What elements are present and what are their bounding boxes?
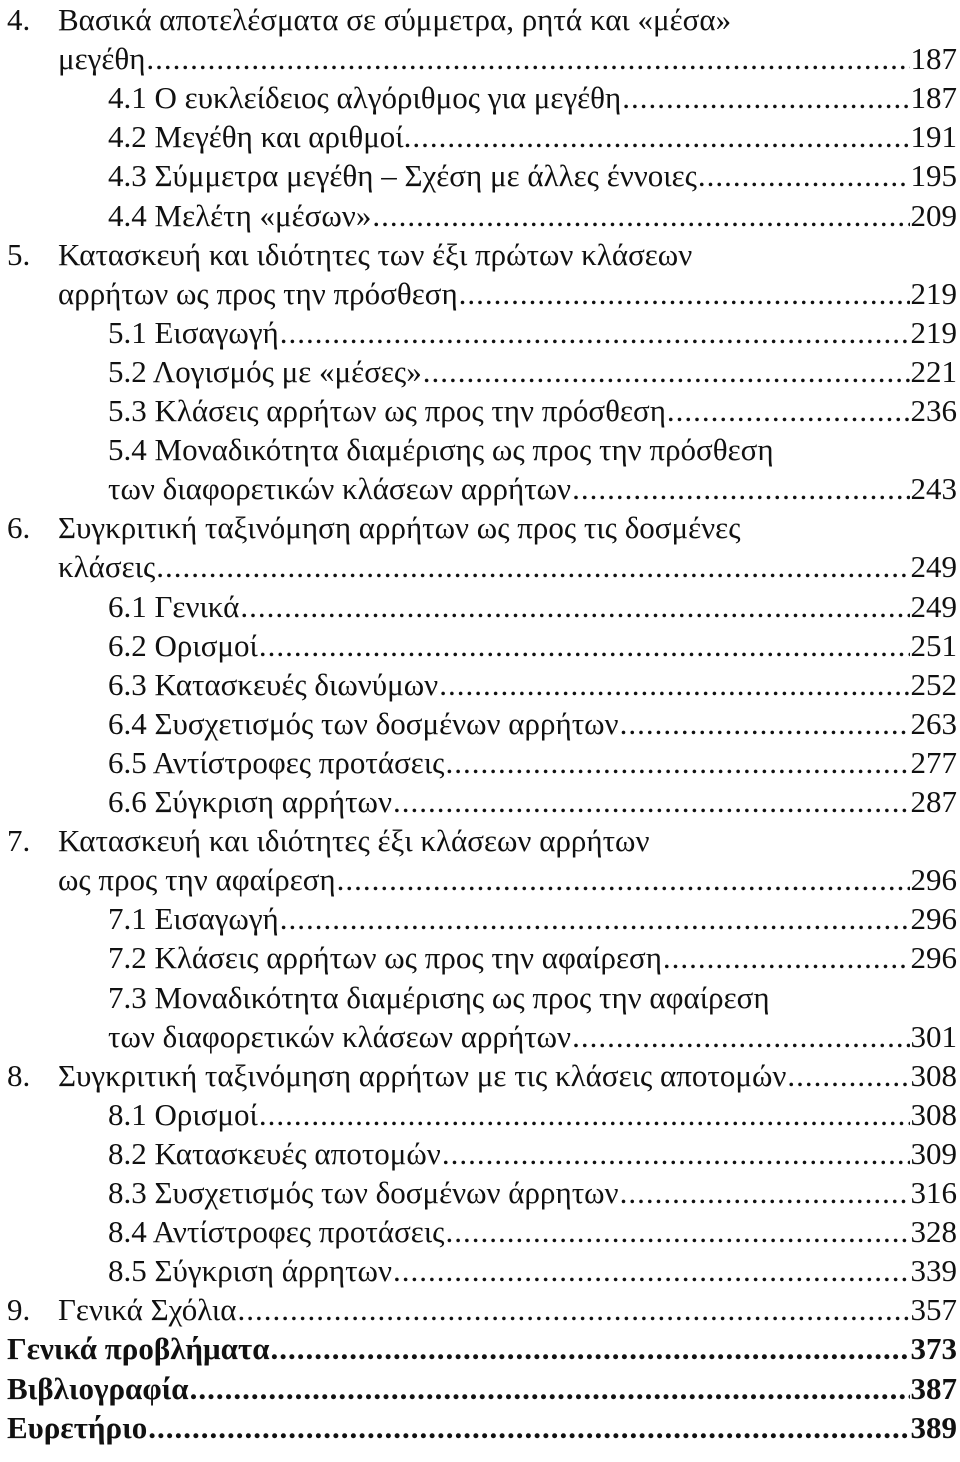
toc-entry [0,1291,957,1329]
dot-leader [787,1057,909,1095]
toc-entry-title: 6.3 Κατασκευές διωνύμων [108,666,439,702]
dot-leader [156,548,909,586]
dot-leader [698,157,910,195]
toc-entry-title: των διαφορετικών κλάσεων αρρήτων [108,471,572,507]
dot-leader [259,627,910,665]
toc-entry [0,1,957,39]
toc-entry-title: 8.1 Ορισμοί [108,1096,258,1132]
toc-entry [0,783,957,821]
toc-entry-title: 5.4 Μοναδικότητα διαμέρισης ως προς την πρόσθεση [108,432,774,468]
toc-entry-title: 5.1 Εισαγωγή [108,314,279,350]
toc-page-number: 296 [910,940,957,976]
toc-entry-title: Βιβλιογραφία [7,1370,189,1406]
toc-entry-title: 6.4 Συσχετισμός των δοσμένων αρρήτων [108,705,619,741]
toc-page-number: 236 [910,393,957,428]
dot-leader [148,1409,909,1447]
toc-entry [0,939,957,977]
toc-chapter-number: 6. [7,510,31,546]
toc-entry [0,822,957,860]
toc-entry [0,40,957,78]
toc-entry [0,744,957,782]
dot-leader [445,744,909,782]
toc-chapter-number: 9. [7,1292,31,1328]
toc-chapter-number: 7. [7,823,31,859]
toc-page-number: 308 [910,1096,957,1132]
toc-page-number: 308 [910,1057,957,1093]
toc-entry [0,1213,957,1251]
toc-entry-title: μεγέθη [58,41,146,77]
toc-entry-title: Βασικά αποτελέσματα σε σύμμετρα, ρητά και «μέσα» [58,2,732,37]
dot-leader [459,275,910,313]
toc-page-number: 296 [910,901,957,937]
toc-entry [0,392,957,430]
toc-page-number: 296 [910,862,957,898]
toc-entry-title: 7.3 Μοναδικότητα διαμέρισης ως προς την αφαίρεση [108,979,770,1015]
toc-entry-title: 8.4 Αντίστροφες προτάσεις [108,1214,445,1250]
dot-leader [572,1018,909,1056]
toc-entry [0,79,957,117]
toc-page-number: 389 [910,1409,957,1445]
toc-entry [0,236,957,274]
toc-entry [0,979,957,1017]
toc-entry-title: των διαφορετικών κλάσεων αρρήτων [108,1018,572,1054]
toc-page-number: 243 [910,471,957,507]
toc-page-number: 219 [910,275,957,311]
toc-page-number: 263 [910,705,957,741]
toc-page-number: 277 [910,744,957,780]
dot-leader [146,40,909,78]
toc-entry-title: 8.3 Συσχετισμός των δοσμένων άρρητων [108,1175,619,1210]
toc-entry [0,900,957,938]
toc-entry-title: 6.1 Γενικά [108,588,240,624]
toc-entry [0,548,957,586]
toc-page-number: 287 [910,784,957,819]
dot-leader [423,353,910,391]
toc-entry [0,666,957,704]
toc-entry-title: 8.5 Σύγκριση άρρητων [108,1253,392,1289]
dot-leader [439,666,909,704]
toc-entry [0,1174,957,1212]
toc-entry-title: αρρήτων ως προς την πρόσθεση [58,275,458,311]
toc-entry-title: 7.1 Εισαγωγή [108,901,279,937]
toc-entry-title: Κατασκευή και ιδιότητες των έξι πρώτων κλάσεων [58,236,693,272]
dot-leader [663,939,910,977]
dot-leader [622,79,909,117]
toc-entry [0,275,957,313]
toc-page-number: 387 [910,1370,957,1406]
toc-entry-title: 4.1 Ο ευκλείδειος αλγόριθμος για μεγέθη [108,80,622,116]
toc-page-number: 357 [910,1292,957,1328]
toc-entry [0,1057,957,1095]
toc-chapter-number: 4. [7,2,31,37]
toc-entry-title: Συγκριτική ταξινόμηση αρρήτων ως προς τις δοσμένες [58,510,741,546]
dot-leader [280,314,910,352]
toc-entry [0,1409,957,1447]
toc-page-number: 187 [910,41,957,77]
toc-entry [0,353,957,391]
dot-leader [372,197,909,235]
dot-leader [190,1370,910,1408]
toc-entry-title: 5.2 Λογισμός με «μέσες» [108,353,422,389]
toc-entry [0,431,957,469]
toc-entry-title: 5.3 Κλάσεις αρρήτων ως προς την πρόσθεση [108,393,666,428]
toc-entry [0,705,957,743]
toc-entry [0,627,957,665]
toc-entry-title: Κατασκευή και ιδιότητες έξι κλάσεων αρρήτων [58,823,650,859]
dot-leader [620,1174,910,1212]
dot-leader [280,900,910,938]
dot-leader [667,392,910,430]
toc-entry [0,314,957,352]
toc-entry-title: 4.4 Μελέτη «μέσων» [108,197,372,233]
toc-page-number: 373 [910,1331,957,1367]
dot-leader [572,470,909,508]
toc-page-number: 251 [910,627,957,663]
toc-entry [0,509,957,547]
toc-entry-title: 6.5 Αντίστροφες προτάσεις [108,744,445,780]
toc-entry [0,157,957,195]
toc-entry [0,1096,957,1134]
toc-entry-title: 4.2 Μεγέθη και αριθμοί. [108,119,412,155]
dot-leader [238,1291,910,1329]
toc-entry [0,1252,957,1290]
toc-page-number: 187 [910,80,957,116]
toc-entry-title: ως προς την αφαίρεση [58,862,336,898]
toc-entry-title: Συγκριτική ταξινόμηση αρρήτων με τις κλάσεις αποτομών [58,1057,787,1093]
dot-leader [271,1330,910,1368]
toc-entry-title: Γενικά προβλήματα [7,1331,270,1367]
toc-entry [0,470,957,508]
dot-leader [393,1252,910,1290]
toc-page-number: 219 [910,314,957,350]
toc-entry [0,1330,957,1368]
toc-entry-title: 8.2 Κατασκευές αποτομών [108,1135,441,1171]
dot-leader [259,1096,910,1134]
toc-chapter-number: 8. [7,1057,31,1093]
toc-page-number: 328 [910,1214,957,1250]
toc-page-number: 339 [910,1253,957,1289]
toc-entry-title: κλάσεις [58,549,156,585]
toc-entry [0,1370,957,1408]
dot-leader [240,588,909,626]
toc-entry-title: 7.2 Κλάσεις αρρήτων ως προς την αφαίρεση [108,940,662,976]
toc-page-number: 195 [910,158,957,194]
toc-page-number: 252 [910,666,957,702]
toc-page-number: 301 [910,1018,957,1054]
dot-leader [620,705,910,743]
toc-entry [0,1018,957,1056]
dot-leader [393,783,910,821]
toc-entry [0,197,957,235]
toc-page-number: 249 [910,588,957,624]
toc-entry-title: 4.3 Σύμμετρα μεγέθη – Σχέση με άλλες έννοιες [108,158,697,194]
toc-page-number: 309 [910,1135,957,1171]
toc-page-number: 249 [910,549,957,585]
toc-entry-title: Ευρετήριο [7,1409,148,1445]
dot-leader [337,861,910,899]
toc-entry-title: 6.6 Σύγκριση αρρήτων [108,784,392,819]
toc-entry [0,118,957,156]
toc-entry-title: Γενικά Σχόλια [58,1292,237,1328]
toc-page-number: 191 [910,119,957,155]
dot-leader [442,1135,910,1173]
toc-page-number: 221 [910,353,957,389]
toc-page-number: 209 [910,197,957,233]
dot-leader [412,118,909,156]
toc-chapter-number: 5. [7,236,31,272]
toc-entry [0,1135,957,1173]
toc-entry-title: 6.2 Ορισμοί [108,627,258,663]
dot-leader [445,1213,909,1251]
toc-entry [0,588,957,626]
toc-entry [0,861,957,899]
toc-page-number: 316 [910,1175,957,1210]
